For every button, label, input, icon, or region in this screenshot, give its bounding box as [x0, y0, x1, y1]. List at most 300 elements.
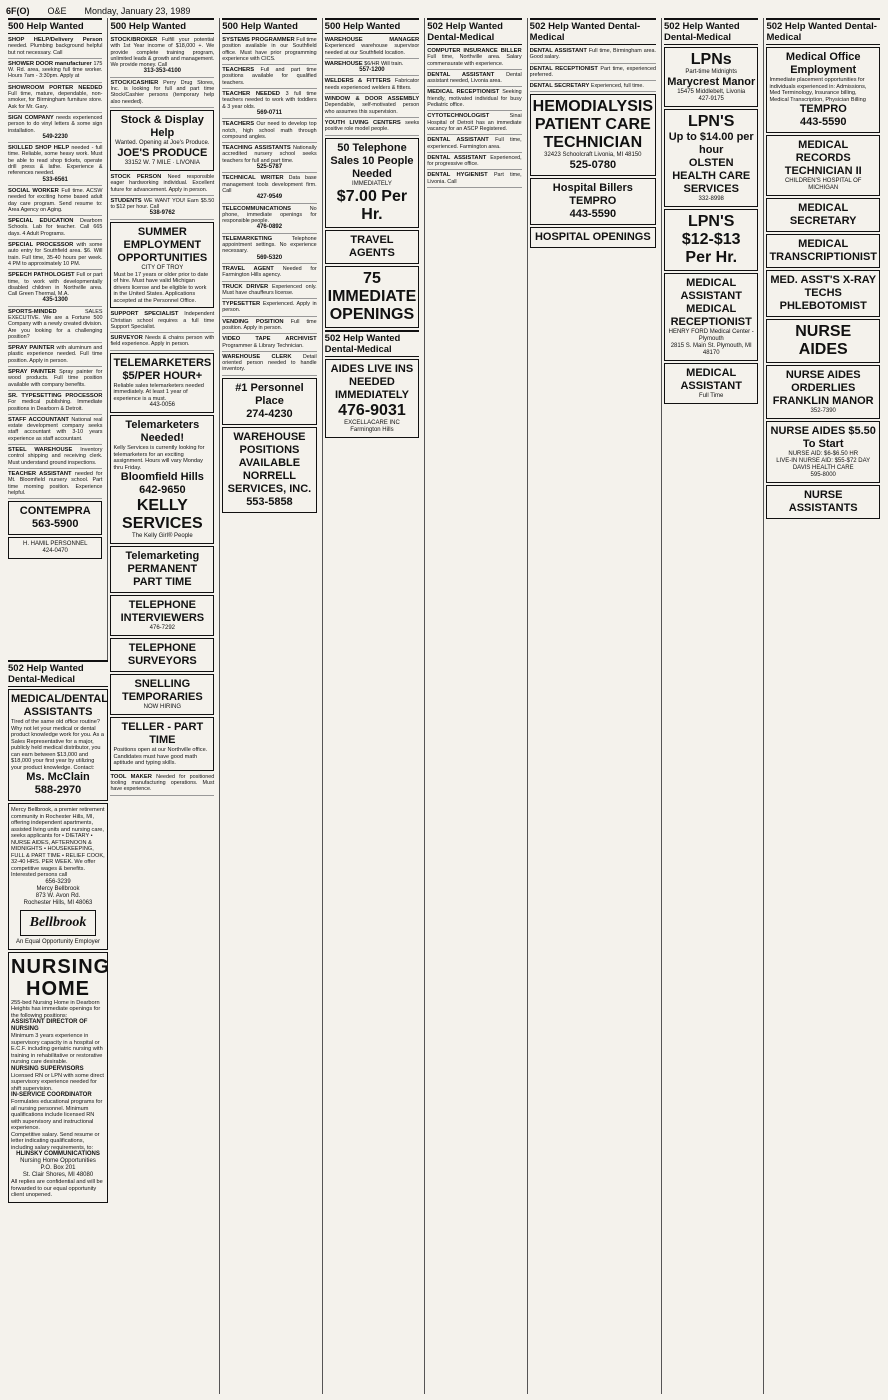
- nursing-pos1-body: Minimum 3 years experience in supervisory capacity in a hospital or E.C.F. including geriatric nursing with training in rehabilitative or restorative nursing care desirable.: [11, 1033, 103, 1065]
- nurse-title: NURSE AIDES: [795, 323, 852, 358]
- ad-title: TEACHER NEEDED: [222, 91, 286, 98]
- column-8: [763, 18, 882, 1394]
- lpn-title: LPNs: [690, 51, 732, 68]
- ad-body: Dental assistant needed, Livonia area.: [427, 71, 522, 85]
- ad-body: Experienced only. Must have chauffeurs license.: [222, 283, 317, 296]
- ad-title: VIDEO TAPE ARCHIVIST: [222, 336, 317, 343]
- ad-body: Dependable, self-motivated person who assumes this supervision.: [324, 102, 420, 115]
- section-header: 502 Help Wanted Dental-Medical: [530, 18, 656, 45]
- ad-body: Full time, mature, dependable, non-smoker, for Birmingham furniture store. Ask for Mr. Gary.: [8, 91, 103, 110]
- ad-list: [110, 310, 214, 350]
- summer-ad: [110, 222, 214, 309]
- hemo-title: HEMODIALYSIS PATIENT CARE TECHNICIAN: [532, 98, 653, 152]
- classified-ad: [222, 90, 316, 119]
- teller-title: TELLER - PART TIME: [121, 721, 204, 747]
- ad-body: Detail oriented person needed to handle inventory.: [222, 353, 317, 373]
- nursing-pos3: IN-SERVICE COORDINATOR: [11, 1092, 92, 1098]
- classified-ad: [427, 171, 521, 188]
- ad-body: seeks positive role model people.: [324, 119, 420, 133]
- survey-title: TELEPHONE SURVEYORS: [127, 642, 197, 668]
- ad-title: STUDENTS: [110, 197, 144, 204]
- snelling-ad: [110, 674, 214, 715]
- classified-ad: [222, 205, 316, 234]
- kelly-ad: [110, 415, 214, 544]
- section-header: 500 Help Wanted: [325, 18, 420, 34]
- ad-phone: 549-2230: [42, 133, 68, 140]
- classified-ad: [530, 65, 656, 82]
- mercy-bellbrook-ad: [8, 803, 108, 950]
- personnel-place-ad: [222, 378, 316, 425]
- mercy-addr3: Rochester Hills, MI 48063: [23, 899, 93, 906]
- ad-body: Full time, Northville area. Salary commensurate with experience.: [427, 54, 522, 67]
- nursing-intro: 255-bed Nursing Home in Dearborn Heights has immediate openings for the following positions:: [11, 999, 101, 1019]
- nurse2-title: NURSE AIDES ORDERLIES: [785, 369, 861, 394]
- interview-phone: 476-7292: [149, 625, 175, 632]
- tele-title: TELEMARKETERS: [113, 356, 212, 369]
- ad-title: STEEL WAREHOUSE: [8, 447, 81, 454]
- classified-ad: [110, 173, 214, 196]
- ad-body: Spray painter for wood products. Full time position available with company benefits.: [8, 369, 103, 388]
- column-2: [107, 18, 216, 1394]
- livein-title: LIVE-IN NURSE AID: $55-$72 DAY: [776, 458, 871, 464]
- contempra-name: CONTEMPRA: [19, 505, 91, 518]
- ad-body: with some auto entry for Southfield area. $6. Will train. Full time, 35-40 hours per week. 4 PM to approximately 10 PM.: [8, 242, 103, 267]
- openings-ad: [325, 266, 420, 328]
- classified-ad: [222, 66, 316, 89]
- nursing-pos1: ASSISTANT DIRECTOR OF NURSING: [11, 1019, 88, 1032]
- section-header: 502 Help Wanted Dental-Medical: [427, 18, 521, 45]
- ad-title: SPRAY PAINTER: [8, 369, 60, 376]
- ad-list: [325, 36, 420, 136]
- section-header: 502 Help Wanted Dental-Medical: [664, 18, 758, 45]
- classified-ad: [427, 154, 521, 171]
- ad-title: SPRAY PAINTER: [8, 345, 57, 352]
- ad-title: WAREHOUSE MANAGER: [324, 37, 420, 43]
- ad-body: Perry Drug Stores, Inc. is looking for full and part time Stock/Cashier persons (temporary help also needed).: [110, 79, 215, 105]
- ad-body: Seeking friendly, motivated individual for busy Pediatric office.: [427, 89, 522, 109]
- classified-ad: [8, 308, 102, 343]
- henry-title: HENRY FORD Medical Center - Plymouth: [668, 329, 754, 342]
- nursing-company: HLINSKY COMMUNICATIONS: [16, 1151, 100, 1157]
- summer-title: SUMMER EMPLOYMENT OPPORTUNITIES: [117, 225, 208, 264]
- classified-ad: [222, 120, 316, 143]
- telemarketers-ad: [110, 353, 214, 414]
- page-number: 6F(O): [6, 6, 30, 16]
- kelly-sub: The Kelly Girl® People: [131, 533, 193, 540]
- ad-title: TRAVEL AGENT: [222, 265, 283, 272]
- column-7: [661, 18, 760, 1394]
- ad-title: SKILLED SHOP HELP: [8, 145, 72, 152]
- ad-title: DENTAL ASSISTANT: [427, 154, 491, 161]
- nurse-aides-ad: [766, 319, 880, 363]
- ad-phone: 569-0711: [256, 109, 282, 116]
- medical-dental-ad: [8, 689, 108, 801]
- classified-ad: [530, 82, 656, 92]
- nurse-assistants-ad: [766, 485, 880, 519]
- classified-ad: [325, 95, 420, 118]
- ad-title: TELEMARKETING: [222, 235, 292, 242]
- section-header-dental: 502 Help Wanted Dental-Medical: [325, 330, 420, 357]
- norrell-title: NORRELL SERVICES, INC.: [227, 469, 312, 495]
- transcription-ad: [766, 234, 880, 268]
- nurse-assist-title: NURSE ASSISTANTS: [788, 489, 858, 514]
- ad-body: WE WANT YOU! Earn $5.50 to $12 per hour. Call: [110, 197, 215, 211]
- ad-title: STAFF ACCOUNTANT: [8, 416, 72, 423]
- tempro-title: TEMPRO: [569, 195, 617, 208]
- ad-title: SR. TYPESETTING PROCESSOR: [8, 392, 103, 399]
- records-ad: [766, 135, 880, 196]
- norrell-phone: 553-5858: [246, 495, 293, 508]
- henry-address: 2815 S. Main St. Plymouth, MI 48170: [670, 343, 752, 356]
- nursing-addr2: P.O. Box 201: [40, 1165, 76, 1171]
- ad-phone: 435-1300: [42, 297, 68, 304]
- section-header: 500 Help Wanted: [8, 18, 102, 34]
- people-sub: IMMEDIATELY: [352, 180, 392, 187]
- classified-ad: [8, 344, 102, 367]
- classified-ad: [8, 470, 102, 499]
- lpn2-ad: [664, 109, 758, 207]
- classified-ad: [8, 271, 102, 306]
- aides-phone: 476-9031: [338, 401, 406, 419]
- classified-ad: [222, 353, 316, 376]
- ad-phone: 557-1200: [359, 67, 385, 74]
- ad-title: DENTAL ASSISTANT: [427, 71, 507, 78]
- nurse3-title: NURSE AIDES $5.50 To Start: [770, 425, 876, 450]
- lpn3-ad: [664, 209, 758, 271]
- ad-body: Our need to develop top notch, high school math through compound angles.: [222, 121, 317, 140]
- nursing-addr1: Nursing Home Opportunities: [20, 1158, 96, 1164]
- ad-phone: 476-0892: [256, 224, 283, 231]
- classified-ad: [110, 197, 214, 220]
- ad-body: $6/HR Will train.: [364, 60, 404, 67]
- tool-maker-ad: [110, 773, 214, 796]
- issue-date: Monday, January 23, 1989: [84, 6, 191, 16]
- ad-body: needs experienced person to do vinyl letters & some sign installation.: [8, 114, 103, 134]
- ad-body: For medical publishing. Immediate positions in Dearborn & Detroit.: [8, 399, 103, 412]
- ad-body: Experienced. Apply in person.: [222, 301, 317, 314]
- pay-title: $7.00 Per Hr.: [336, 187, 408, 223]
- section-header-dental: 502 Help Wanted Dental-Medical: [8, 660, 108, 687]
- ad-title: TEACHER ASSISTANT: [8, 470, 75, 477]
- ad-body: Part time, Livonia. Call: [427, 172, 522, 185]
- travel-title: TRAVEL AGENTS: [349, 233, 395, 259]
- ad-body: 175 W. Rd. area, seeking full time worker. Hours 7am - 3:30pm. Apply at: [8, 60, 103, 80]
- summer-body: Must be 17 years or older prior to date of hire. Must have valid Michigan drivers license and be eligible to work in the United States. Applications accepted at the Personnel Office.: [113, 271, 209, 304]
- classified-ad: [222, 235, 316, 264]
- nursing-title-2: HOME: [26, 977, 90, 1000]
- classified-columns: [6, 18, 882, 1394]
- ad-title: MEDICAL RECEPTIONIST: [427, 89, 503, 96]
- ad-body: Dearborn Schools. Lab for teacher. Call 665 days. 4 Adult Programs.: [8, 218, 103, 237]
- md-phone: 588-2970: [34, 784, 82, 796]
- ad-title: DENTAL RECEPTIONIST: [529, 65, 601, 72]
- ad-title: DENTAL HYGIENIST: [427, 172, 494, 179]
- nursing-foot: All replies are confidential and will be forwarded to our equal opportunity client unopened.: [11, 1179, 103, 1198]
- ad-title: TRUCK DRIVER: [222, 283, 273, 290]
- classified-ad: [325, 60, 420, 77]
- ad-body: Full or part time, to work with developmentally disabled children in Northville area. Call Green Thermal, M.A.: [8, 272, 103, 298]
- tool-body: Needed for positioned tooling manufacturing operations. Must have experience.: [110, 773, 215, 793]
- mercy-phone: 656-3239: [45, 878, 71, 885]
- openings-title: 75 IMMEDIATE OPENINGS: [327, 269, 417, 323]
- hamil-name: H. HAMIL PERSONNEL: [22, 541, 88, 548]
- nursing-pos3-body: Formulates educational programs for all nursing personnel. Minimum qualifications include licensed RN with supervisory and instructional experience.: [11, 1099, 103, 1131]
- lpn2-title: LPN'S: [687, 113, 735, 130]
- med-ma: MEDICAL ASSISTANT: [680, 367, 742, 392]
- ad-list: [110, 173, 214, 220]
- secretary-title: MEDICAL SECRETARY: [789, 202, 857, 227]
- personnel-phone: 274-4230: [246, 407, 293, 420]
- hospital-openings-ad: [530, 227, 656, 248]
- classified-ad: [8, 446, 102, 469]
- ad-body: Part time, experienced preferred.: [529, 65, 657, 78]
- ad-phone: 533-6561: [42, 176, 68, 183]
- classified-ad: [8, 114, 102, 143]
- snelling-sub: NOW HIRING: [143, 704, 181, 711]
- snelling-title: SNELLING TEMPORARIES: [121, 678, 203, 704]
- mercy-body: Mercy Bellbrook, a premier retirement community in Rochester Hills, MI, offering independent apartments, assisted living units and nursing care, seeks applicants for • DIETARY • NURSE AIDES, AFTERNOON & MIDNIGHTS • HOUSEKEEPING, FULL & PART TIME • RELIEF COOK, 32-40 HRS. PER WEEK. We offer competitive wages & benefits. Interested persons call: [11, 807, 105, 878]
- ad-list: [110, 36, 214, 108]
- lpn3-body: $12-$13 Per Hr.: [681, 231, 741, 266]
- lpn-sub: Part-time Midnights: [685, 69, 738, 75]
- classified-ad: [8, 84, 102, 113]
- hamil-phone: 424-0470: [42, 548, 68, 555]
- classified-ad: [325, 77, 420, 94]
- personnel-title: #1 Personnel Place: [235, 381, 304, 407]
- teller-ad: [110, 717, 214, 771]
- travel-agents-ad: [325, 230, 420, 264]
- ad-title: TECHNICAL WRITER: [222, 175, 289, 182]
- classified-ad: [110, 36, 214, 78]
- ad-title: SPECIAL EDUCATION: [8, 218, 80, 225]
- classified-ad: [427, 88, 521, 111]
- ad-title: SHOWROOM PORTER NEEDED: [8, 84, 103, 91]
- nursing-title-1: NURSING: [11, 955, 111, 978]
- ad-title: STOCK/CASHIER: [110, 79, 164, 86]
- ad-title: DENTAL ASSISTANT: [427, 137, 496, 144]
- classified-ad: [8, 187, 102, 216]
- ad-title: WAREHOUSE CLERK: [222, 353, 303, 360]
- ad-title: SPORTS-MINDED: [8, 308, 86, 315]
- ad-body: Full time, experienced. Farmington area.: [427, 137, 522, 150]
- md-title: MEDICAL/DENTAL ASSISTANTS: [11, 693, 108, 718]
- ad-body: National real estate development company seeks staff accountant with 3-10 years experience as staff accountant.: [8, 416, 103, 442]
- stock-title: Stock & Display Help: [120, 113, 204, 139]
- ad-body: Independent Christian school requires a full time Support Specialist.: [110, 311, 215, 330]
- office-title: Medical Office Employment: [785, 51, 861, 76]
- secretary-ad: [766, 198, 880, 232]
- ad-title: SUPPORT SPECIALIST: [110, 311, 185, 318]
- people-title: 50 Telephone Sales 10 People Needed: [330, 141, 414, 180]
- nurse-orderlies-ad: [766, 365, 880, 419]
- ad-title: DENTAL SECRETARY: [529, 83, 591, 90]
- md-contact: Ms. McClain: [26, 771, 90, 783]
- ad-title: SURVEYOR: [110, 335, 146, 342]
- health-title: DAVIS HEALTH CARE: [792, 465, 854, 471]
- tempro-phone: 443-5590: [799, 116, 847, 128]
- bloomfield-title: Bloomfield Hills: [120, 471, 204, 484]
- lpn3-title: LPN'S: [687, 213, 735, 230]
- classified-ad: [110, 334, 214, 351]
- summer-sub: CITY OF TROY: [141, 264, 184, 271]
- franklin-phone: 352-7390: [810, 408, 836, 414]
- ad-title: STOCK PERSON: [110, 173, 168, 180]
- franklin-title: FRANKLIN MANOR: [772, 395, 874, 407]
- ad-body: Needed for Farmington Hills agency.: [222, 265, 317, 279]
- ad-title: SHOWER DOOR manufacturer: [8, 60, 94, 67]
- ad-body: Programmer & Library Technician.: [222, 342, 304, 349]
- lpn-phone: 427-9175: [698, 96, 724, 102]
- tele-sub: $5/PER HOUR+: [122, 369, 203, 382]
- column-4: [322, 18, 422, 1394]
- ad-body: 3 full time teachers needed to work with toddlers & 3 year olds.: [222, 91, 317, 110]
- henry-ford-ad: [664, 273, 758, 361]
- bellbrook-logo: Bellbrook: [20, 910, 95, 936]
- classified-ad: [8, 144, 102, 186]
- ad-body: Experienced, full time.: [590, 83, 644, 90]
- nursing-pos2: NURSING SUPERVISORS: [11, 1065, 84, 1072]
- telephone-sales-ad: [325, 138, 420, 228]
- ad-title: WAREHOUSE: [324, 60, 365, 67]
- ad-phone: 313-353-4100: [143, 68, 182, 75]
- joes-produce: JOE'S PRODUCE: [117, 146, 208, 159]
- ad-body: Full time. ACSW needed for exciting home based adult day care program. Send resume to: Area Agency on Aging.: [8, 187, 103, 213]
- nurse-start-ad: [766, 421, 880, 483]
- warehouse-ad: [222, 427, 316, 513]
- med-rec: MEDICAL RECEPTIONIST: [670, 303, 752, 328]
- nursing-close: Competitive salary. Send resume or letter indicating qualifications, including salary requirements, to:: [11, 1131, 100, 1151]
- nurse-aid: NURSE AID: $6-$6.50 HR: [788, 451, 859, 457]
- medical-office-ad: [766, 47, 880, 133]
- ad-phone: 427-9549: [256, 194, 283, 201]
- section-header: 502 Help Wanted Dental-Medical: [766, 18, 880, 45]
- ad-body: Needs & chains person with field experience. Apply in person.: [110, 335, 215, 348]
- classified-ad: [222, 318, 316, 335]
- lpn-company: Marycrest Manor: [667, 76, 756, 88]
- teller-body: Positions open at our Northville office. Candidates must have good math aptitude and typing skills.: [113, 747, 208, 767]
- paper-name: O&E: [47, 6, 67, 16]
- ad-body: Fulfill your potential with 1st Year income of $18,000 +. We provide complete training program, unlimited leads & growth and management. We provide money. Call: [110, 37, 215, 69]
- ad-list: [222, 36, 316, 376]
- billers-ad: [530, 178, 656, 225]
- ad-body: Experienced warehouse supervisor needed at our Southfield location.: [324, 43, 420, 56]
- ad-title: VENDING POSITION: [222, 318, 291, 325]
- med-asst: MEDICAL ASSISTANT: [680, 277, 742, 302]
- warehouse-title: WAREHOUSE POSITIONS AVAILABLE: [233, 430, 306, 469]
- ad-title: DENTAL ASSISTANT: [529, 48, 589, 54]
- perm-title: Telemarketing PERMANENT PART TIME: [125, 550, 200, 589]
- office-body: Immediate placement opportunities for individuals experienced in: Admissions, Med Terminology, Insurance billing, Medical Transcription, Physician Billing: [769, 77, 867, 103]
- ad-body: Experienced, for progressive office.: [427, 154, 522, 168]
- ad-body: No phone, immediate openings for responsible people.: [222, 205, 317, 225]
- hemodialysis-ad: [530, 94, 656, 176]
- classified-ad: [427, 136, 521, 153]
- ad-title: CYTOTECHNOLOGIST: [427, 113, 510, 120]
- ad-title: WELDERS & FITTERS: [324, 78, 395, 85]
- column-6: [527, 18, 658, 1394]
- aides-ad: [325, 359, 420, 438]
- ad-list: [530, 47, 656, 92]
- ad-phone: 538-9762: [149, 210, 175, 217]
- ad-list: [427, 47, 521, 188]
- section-header: 500 Help Wanted: [222, 18, 316, 34]
- ad-title: SOCIAL WORKER: [8, 187, 62, 194]
- childrens-hospital: CHILDREN'S HOSPITAL OF MICHIGAN: [784, 178, 862, 191]
- nursing-home-ad: [8, 952, 111, 1203]
- ad-title: SPEECH PATHOLOGIST: [8, 272, 77, 279]
- ad-body: Full and part time positions available for qualified teachers.: [222, 67, 317, 86]
- classified-ad: [222, 144, 316, 173]
- bloomfield-phone: 642-9650: [139, 484, 186, 497]
- classified-ad: [8, 241, 102, 270]
- mercy-addr2: 873 W. Avon Rd.: [35, 892, 81, 899]
- ad-title: TEACHING ASSISTANTS: [222, 145, 293, 152]
- tele-body: Reliable sales telemarketers needed immediately. At least 1 year of experience is a must.: [113, 382, 204, 402]
- lpn-ad: [664, 47, 758, 107]
- classified-ad: [222, 265, 316, 282]
- ad-body: Sinai Hospital of Detroit has an immediate vacancy for an ASCP Registered.: [427, 113, 522, 132]
- nursing-pos2-body: Licensed RN or LPN with some direct supervisory experience needed for shift supervision.: [11, 1072, 104, 1092]
- tele2-body: Kelly Services is currently looking for telemarketers for an exciting assignment. Hours will vary Monday thru Friday.: [113, 445, 205, 471]
- classified-ad: [8, 416, 102, 445]
- ad-body: needed - full time. Reliable, some heavy work. Must be able to read shop tickets, operate drill press & lathe. Experience & references needed.: [8, 145, 103, 177]
- ad-body: Fabricator needs experienced welders & fitters.: [324, 78, 420, 91]
- mercy-addr1: Mercy Bellbrook: [36, 885, 80, 892]
- classified-ad: [222, 174, 316, 203]
- nursing-addr3: St. Clair Shores, MI 48080: [22, 1172, 94, 1178]
- aides-city: Farmington Hills: [350, 426, 394, 433]
- tele2-title: Telemarketers Needed!: [125, 419, 200, 445]
- column-3: [219, 18, 318, 1394]
- olsten-title: OLSTEN HEALTH CARE SERVICES: [672, 157, 751, 195]
- classified-ad: [110, 310, 214, 333]
- ad-title: TELECOMMUNICATIONS: [222, 205, 310, 212]
- stock-display-ad: [110, 110, 214, 171]
- classified-ad: [427, 71, 521, 88]
- hamil-ad: [8, 537, 102, 559]
- ad-title: SHOP HELP/Delivery Person: [8, 37, 103, 43]
- classified-ad: [222, 36, 316, 65]
- ad-body: needed for Mt. Bloomfield nursery school. Part time morning position. Experience helpful.: [8, 470, 103, 496]
- ad-title: WINDOW & DOOR ASSEMBLY: [324, 96, 420, 103]
- med-ma-ad: [664, 363, 758, 404]
- transcription-title: MEDICAL TRANSCRIPTIONIST: [769, 238, 877, 263]
- column-1-lower: [6, 660, 110, 1394]
- lpn-address: 15475 Middlebelt, Livonia: [677, 89, 746, 95]
- olsten-phone: 332-8998: [698, 196, 724, 202]
- hosp-title: HOSPITAL OPENINGS: [534, 231, 651, 244]
- ad-body: with aluminum and plastic experience needed. Full time position. Apply in person.: [8, 345, 103, 364]
- ad-body: Telephone appointment settings. No experience necessary.: [222, 235, 317, 255]
- health-phone: 595-8000: [810, 472, 836, 478]
- bellbrook-eoe: An Equal Opportunity Employer: [15, 938, 101, 945]
- tempro-title: TEMPRO: [799, 103, 847, 115]
- classified-ad: [427, 47, 521, 70]
- aides-company: EXCELLACARE INC: [344, 419, 400, 426]
- perm-ad: [110, 546, 214, 593]
- classified-ad: [8, 368, 102, 391]
- ad-list: [8, 36, 102, 499]
- ad-title: SIGN COMPANY: [8, 114, 57, 121]
- contempra-ad: [8, 501, 102, 535]
- xray-title: MED. ASST'S X-RAY TECHS PHLEBOTOMIST: [770, 274, 877, 312]
- classified-ad: [8, 60, 102, 83]
- interview-title: TELEPHONE INTERVIEWERS: [120, 599, 205, 625]
- ad-body: Full time, Birmingham area. Good salary.: [529, 48, 656, 61]
- classified-ad: [110, 79, 214, 108]
- ad-title: COMPUTER INSURANCE BILLER: [427, 48, 522, 54]
- classified-ad: [427, 112, 521, 135]
